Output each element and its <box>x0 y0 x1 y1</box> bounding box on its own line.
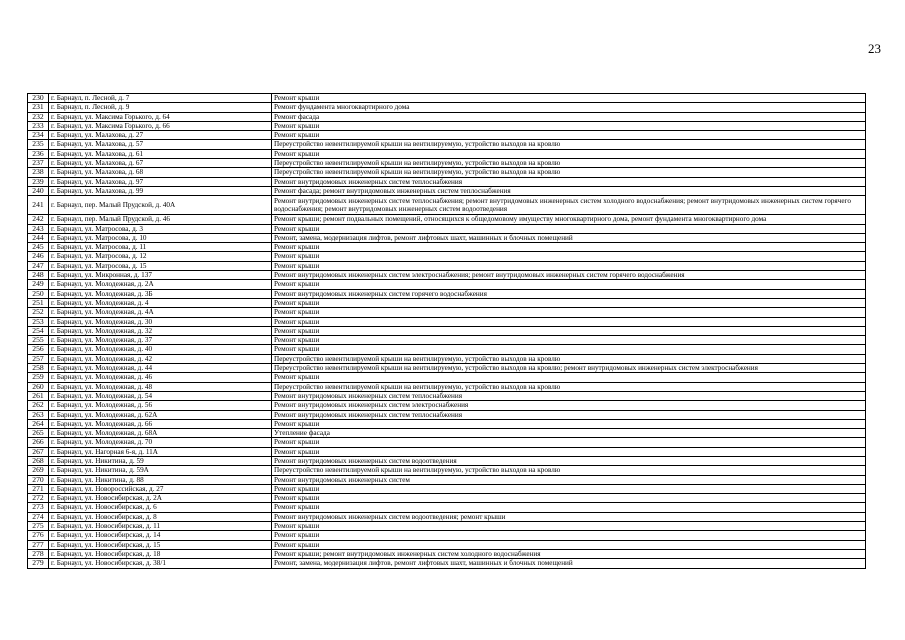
address-cell: г. Барнаул, ул. Максима Горького, д. 64 <box>49 112 272 121</box>
address-cell: г. Барнаул, ул. Молодежная, д. 70 <box>49 438 272 447</box>
table-row <box>28 243 866 252</box>
address-cell: г. Барнаул, ул. Малахова, д. 67 <box>49 159 272 168</box>
table-row <box>28 336 866 345</box>
address-cell: г. Барнаул, ул. Молодежная, д. 37 <box>49 336 272 345</box>
row-number-cell: 261 <box>28 391 49 400</box>
row-number-cell: 240 <box>28 186 49 195</box>
address-cell: г. Барнаул, ул. Никитина, д. 88 <box>49 475 272 484</box>
work-type-cell: Ремонт фундамента многоквартирного дома <box>272 103 866 112</box>
work-type-cell: Ремонт крыши; ремонт подвальных помещений, относящихся к общедомовому имуществу многоквартирного дома, ремонт фундамента многоквартирного дома <box>272 215 866 224</box>
work-type-cell: Ремонт крыши <box>272 131 866 140</box>
address-cell: г. Барнаул, ул. Новосибирская, д. 8 <box>49 512 272 521</box>
row-number-cell: 244 <box>28 233 49 242</box>
address-cell: г. Барнаул, ул. Никитина, д. 59А <box>49 466 272 475</box>
address-cell: г. Барнаул, ул. Молодежная, д. 54 <box>49 391 272 400</box>
table-row <box>28 149 866 158</box>
work-type-cell: Ремонт внутридомовых инженерных систем электроснабжения; ремонт внутридомовых инженерных систем горячего водоснабжения <box>272 271 866 280</box>
address-cell: г. Барнаул, ул. Нагорная 6-я, д. 11А <box>49 447 272 456</box>
row-number-cell: 267 <box>28 447 49 456</box>
row-number-cell: 271 <box>28 484 49 493</box>
table-row <box>28 112 866 121</box>
table-row <box>28 494 866 503</box>
table-row <box>28 540 866 549</box>
row-number-cell: 258 <box>28 364 49 373</box>
row-number-cell: 233 <box>28 121 49 130</box>
row-number-cell: 254 <box>28 326 49 335</box>
table-row <box>28 382 866 391</box>
address-cell: г. Барнаул, ул. Матросова, д. 11 <box>49 243 272 252</box>
work-type-cell: Ремонт крыши; ремонт внутридомовых инженерных систем холодного водоснабжения <box>272 549 866 558</box>
row-number-cell: 270 <box>28 475 49 484</box>
address-cell: г. Барнаул, ул. Новосибирская, д. 14 <box>49 531 272 540</box>
row-number-cell: 239 <box>28 177 49 186</box>
work-type-cell: Ремонт внутридомовых инженерных систем <box>272 475 866 484</box>
work-type-cell: Ремонт крыши <box>272 243 866 252</box>
row-number-cell: 266 <box>28 438 49 447</box>
address-cell: г. Барнаул, ул. Малахова, д. 57 <box>49 140 272 149</box>
row-number-cell: 262 <box>28 401 49 410</box>
table-row <box>28 298 866 307</box>
row-number-cell: 250 <box>28 289 49 298</box>
row-number-cell: 269 <box>28 466 49 475</box>
table-row <box>28 271 866 280</box>
table-row <box>28 410 866 419</box>
work-type-cell: Ремонт фасада; ремонт внутридомовых инженерных систем теплоснабжения <box>272 186 866 195</box>
row-number-cell: 259 <box>28 373 49 382</box>
address-cell: г. Барнаул, ул. Молодежная, д. 46 <box>49 373 272 382</box>
address-cell: г. Барнаул, ул. Малахова, д. 61 <box>49 149 272 158</box>
address-cell: г. Барнаул, ул. Новороссийская, д. 27 <box>49 484 272 493</box>
row-number-cell: 279 <box>28 559 49 568</box>
row-number-cell: 273 <box>28 503 49 512</box>
table-row <box>28 261 866 270</box>
address-cell: г. Барнаул, п. Лесной, д. 9 <box>49 103 272 112</box>
table-row <box>28 429 866 438</box>
table-row <box>28 456 866 465</box>
table-row <box>28 168 866 177</box>
work-type-cell: Ремонт крыши <box>272 484 866 493</box>
address-cell: г. Барнаул, ул. Молодежная, д. 48 <box>49 382 272 391</box>
address-cell: г. Барнаул, ул. Малахова, д. 97 <box>49 177 272 186</box>
address-cell: г. Барнаул, ул. Молодежная, д. 4А <box>49 308 272 317</box>
row-number-cell: 238 <box>28 168 49 177</box>
table-row <box>28 391 866 400</box>
row-number-cell: 230 <box>28 94 49 103</box>
row-number-cell: 256 <box>28 345 49 354</box>
table-row <box>28 326 866 335</box>
table-row <box>28 438 866 447</box>
address-cell: г. Барнаул, ул. Молодежная, д. 3Б <box>49 289 272 298</box>
table-row <box>28 522 866 531</box>
work-type-cell: Ремонт внутридомовых инженерных систем электроснабжения <box>272 401 866 410</box>
table-row <box>28 196 866 215</box>
table-row <box>28 549 866 558</box>
work-type-cell: Переустройство невентилируемой крыши на вентилируемую, устройство выходов на кровлю; ремонт внутридомовых инженерных систем электроснабжения <box>272 364 866 373</box>
work-type-cell: Ремонт крыши <box>272 261 866 270</box>
row-number-cell: 278 <box>28 549 49 558</box>
work-type-cell: Ремонт крыши <box>272 94 866 103</box>
work-type-cell: Ремонт фасада <box>272 112 866 121</box>
address-cell: г. Барнаул, ул. Новосибирская, д. 11 <box>49 522 272 531</box>
table-row <box>28 159 866 168</box>
work-type-cell: Ремонт крыши <box>272 540 866 549</box>
work-type-cell: Ремонт крыши <box>272 298 866 307</box>
work-type-cell: Ремонт крыши <box>272 438 866 447</box>
work-type-cell: Ремонт, замена, модернизация лифтов, ремонт лифтовых шахт, машинных и блочных помещений <box>272 233 866 242</box>
address-cell: г. Барнаул, ул. Молодежная, д. 30 <box>49 317 272 326</box>
row-number-cell: 242 <box>28 215 49 224</box>
address-cell: г. Барнаул, ул. Матросова, д. 15 <box>49 261 272 270</box>
table-row <box>28 121 866 130</box>
work-type-cell: Ремонт крыши <box>272 149 866 158</box>
work-type-cell: Ремонт внутридомовых инженерных систем водоотведения; ремонт крыши <box>272 512 866 521</box>
row-number-cell: 275 <box>28 522 49 531</box>
work-type-cell: Ремонт крыши <box>272 494 866 503</box>
work-type-cell: Ремонт крыши <box>272 252 866 261</box>
address-cell: г. Барнаул, ул. Новосибирская, д. 18 <box>49 549 272 558</box>
work-type-cell: Переустройство невентилируемой крыши на вентилируемую, устройство выходов на кровлю <box>272 140 866 149</box>
address-cell: г. Барнаул, ул. Молодежная, д. 68А <box>49 429 272 438</box>
row-number-cell: 252 <box>28 308 49 317</box>
work-type-cell: Утепление фасада <box>272 429 866 438</box>
table-row <box>28 475 866 484</box>
address-cell: г. Барнаул, ул. Максима Горького, д. 66 <box>49 121 272 130</box>
address-cell: г. Барнаул, ул. Матросова, д. 12 <box>49 252 272 261</box>
table-row <box>28 401 866 410</box>
work-type-cell: Переустройство невентилируемой крыши на вентилируемую, устройство выходов на кровлю <box>272 354 866 363</box>
address-cell: г. Барнаул, ул. Микронная, д. 137 <box>49 271 272 280</box>
row-number-cell: 272 <box>28 494 49 503</box>
table-row <box>28 466 866 475</box>
address-cell: г. Барнаул, ул. Матросова, д. 10 <box>49 233 272 242</box>
table-row <box>28 131 866 140</box>
work-type-cell: Ремонт внутридомовых инженерных систем теплоснабжения; ремонт внутридомовых инженерных систем холодного водоснабжения; ремонт внутридомовых инженерных систем горячего водоснабжения; ремонт внутридомовых инженерных систем водоотведения <box>272 196 866 215</box>
row-number-cell: 253 <box>28 317 49 326</box>
table-row <box>28 140 866 149</box>
address-cell: г. Барнаул, ул. Матросова, д. 3 <box>49 224 272 233</box>
address-cell: г. Барнаул, ул. Молодежная, д. 2А <box>49 280 272 289</box>
table-row <box>28 186 866 195</box>
row-number-cell: 247 <box>28 261 49 270</box>
address-cell: г. Барнаул, ул. Молодежная, д. 44 <box>49 364 272 373</box>
row-number-cell: 232 <box>28 112 49 121</box>
address-cell: г. Барнаул, ул. Новосибирская, д. 6 <box>49 503 272 512</box>
table-row <box>28 512 866 521</box>
row-number-cell: 241 <box>28 196 49 215</box>
table-row <box>28 354 866 363</box>
work-type-cell: Ремонт крыши <box>272 531 866 540</box>
row-number-cell: 251 <box>28 298 49 307</box>
address-cell: г. Барнаул, ул. Никитина, д. 59 <box>49 456 272 465</box>
row-number-cell: 276 <box>28 531 49 540</box>
row-number-cell: 237 <box>28 159 49 168</box>
table-row <box>28 503 866 512</box>
table-row <box>28 484 866 493</box>
work-type-cell: Ремонт крыши <box>272 373 866 382</box>
address-cell: г. Барнаул, п. Лесной, д. 7 <box>49 94 272 103</box>
table-row <box>28 103 866 112</box>
address-cell: г. Барнаул, ул. Малахова, д. 99 <box>49 186 272 195</box>
table-row <box>28 373 866 382</box>
work-type-cell: Ремонт крыши <box>272 522 866 531</box>
row-number-cell: 246 <box>28 252 49 261</box>
table-row <box>28 224 866 233</box>
address-cell: г. Барнаул, ул. Молодежная, д. 40 <box>49 345 272 354</box>
row-number-cell: 231 <box>28 103 49 112</box>
address-cell: г. Барнаул, ул. Малахова, д. 27 <box>49 131 272 140</box>
work-type-cell: Переустройство невентилируемой крыши на вентилируемую, устройство выходов на кровлю <box>272 466 866 475</box>
work-type-cell: Ремонт крыши <box>272 419 866 428</box>
row-number-cell: 255 <box>28 336 49 345</box>
work-type-cell: Ремонт крыши <box>272 447 866 456</box>
address-cell: г. Барнаул, ул. Малахова, д. 68 <box>49 168 272 177</box>
row-number-cell: 235 <box>28 140 49 149</box>
work-type-cell: Ремонт крыши <box>272 121 866 130</box>
row-number-cell: 260 <box>28 382 49 391</box>
table-row <box>28 280 866 289</box>
row-number-cell: 265 <box>28 429 49 438</box>
work-type-cell: Ремонт крыши <box>272 317 866 326</box>
table-body <box>28 94 866 569</box>
address-cell: г. Барнаул, ул. Новосибирская, д. 15 <box>49 540 272 549</box>
row-number-cell: 277 <box>28 540 49 549</box>
work-type-cell: Ремонт внутридомовых инженерных систем водоотведения <box>272 456 866 465</box>
row-number-cell: 243 <box>28 224 49 233</box>
address-cell: г. Барнаул, ул. Молодежная, д. 42 <box>49 354 272 363</box>
work-type-cell: Ремонт крыши <box>272 345 866 354</box>
address-cell: г. Барнаул, ул. Молодежная, д. 56 <box>49 401 272 410</box>
page-number: 23 <box>868 41 881 56</box>
work-type-cell: Ремонт крыши <box>272 308 866 317</box>
table-row <box>28 345 866 354</box>
table-row <box>28 233 866 242</box>
address-cell: г. Барнаул, пер. Малый Прудской, д. 46 <box>49 215 272 224</box>
address-cell: г. Барнаул, ул. Молодежная, д. 62А <box>49 410 272 419</box>
row-number-cell: 236 <box>28 149 49 158</box>
row-number-cell: 257 <box>28 354 49 363</box>
work-type-cell: Ремонт внутридомовых инженерных систем теплоснабжения <box>272 177 866 186</box>
work-type-cell: Ремонт крыши <box>272 280 866 289</box>
address-cell: г. Барнаул, ул. Молодежная, д. 66 <box>49 419 272 428</box>
row-number-cell: 234 <box>28 131 49 140</box>
work-type-cell: Ремонт крыши <box>272 224 866 233</box>
table-row <box>28 419 866 428</box>
table-row <box>28 447 866 456</box>
address-cell: г. Барнаул, ул. Молодежная, д. 4 <box>49 298 272 307</box>
row-number-cell: 264 <box>28 419 49 428</box>
work-type-cell: Ремонт крыши <box>272 326 866 335</box>
address-cell: г. Барнаул, ул. Новосибирская, д. 2А <box>49 494 272 503</box>
table-row <box>28 252 866 261</box>
table-row <box>28 531 866 540</box>
row-number-cell: 249 <box>28 280 49 289</box>
table-row <box>28 364 866 373</box>
table-row <box>28 559 866 568</box>
table-row <box>28 177 866 186</box>
row-number-cell: 274 <box>28 512 49 521</box>
repair-registry-table <box>27 93 866 569</box>
table-row <box>28 317 866 326</box>
work-type-cell: Ремонт крыши <box>272 503 866 512</box>
row-number-cell: 248 <box>28 271 49 280</box>
address-cell: г. Барнаул, ул. Молодежная, д. 32 <box>49 326 272 335</box>
work-type-cell: Переустройство невентилируемой крыши на вентилируемую, устройство выходов на кровлю <box>272 159 866 168</box>
work-type-cell: Ремонт внутридомовых инженерных систем теплоснабжения <box>272 410 866 419</box>
work-type-cell: Переустройство невентилируемой крыши на вентилируемую, устройство выходов на кровлю <box>272 382 866 391</box>
table-row <box>28 94 866 103</box>
table-row <box>28 289 866 298</box>
work-type-cell: Переустройство невентилируемой крыши на вентилируемую, устройство выходов на кровлю <box>272 168 866 177</box>
work-type-cell: Ремонт внутридомовых инженерных систем теплоснабжения <box>272 391 866 400</box>
table-row <box>28 215 866 224</box>
row-number-cell: 263 <box>28 410 49 419</box>
work-type-cell: Ремонт, замена, модернизация лифтов, ремонт лифтовых шахт, машинных и блочных помещений <box>272 559 866 568</box>
work-type-cell: Ремонт внутридомовых инженерных систем горячего водоснабжения <box>272 289 866 298</box>
address-cell: г. Барнаул, ул. Новосибирская, д. 38/1 <box>49 559 272 568</box>
row-number-cell: 268 <box>28 456 49 465</box>
table-row <box>28 308 866 317</box>
address-cell: г. Барнаул, пер. Малый Прудской, д. 40А <box>49 196 272 215</box>
work-type-cell: Ремонт крыши <box>272 336 866 345</box>
row-number-cell: 245 <box>28 243 49 252</box>
